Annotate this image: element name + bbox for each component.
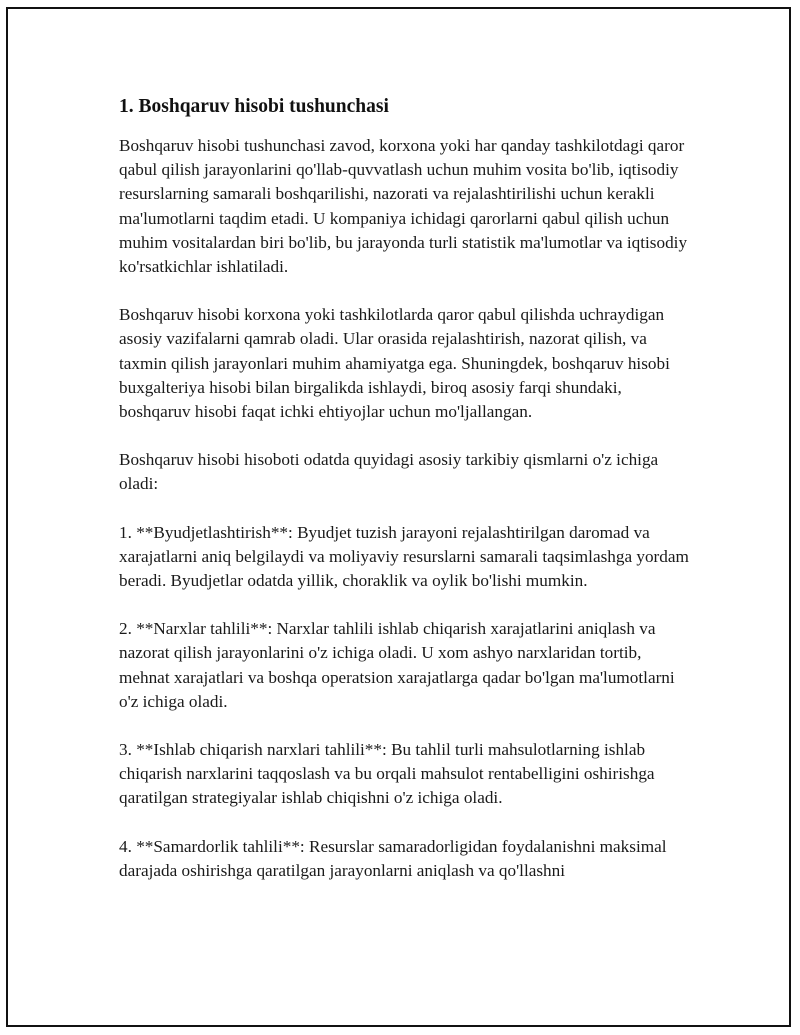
list-item-budgeting: 1. **Byudjetlashtirish**: Byudjet tuzish jarayoni rejalashtirilgan daromad va xarajatlarni aniq belgilaydi va moliyaviy resurslarni samarali taqsimlashga yordam beradi. Byudjetlar odatda yillik, choraklik va oylik bo'lishi mumkin.: [119, 522, 689, 591]
paragraph-components-intro: Boshqaruv hisobi hisoboti odatda quyidagi asosiy tarkibiy qismlarni o'z ichiga oladi:: [119, 450, 659, 494]
paragraph-tasks: Boshqaruv hisobi korxona yoki tashkilotlarda qaror qabul qilishda uchraydigan asosiy vazifalarni qamrab oladi. Ular orasida rejalashtirish, nazorat qilish, va taxmin qilish jarayonlari muhim ahamiyatga ega. Shuningdek, boshqaruv hisobi buxgalteriya hisobi bilan birgalikda ishlaydi, biroq asosiy farqi shundaki, boshqaruv hisobi faqat ichki ehtiyojlar uchun mo'ljallangan.: [119, 305, 670, 422]
section-heading: 1. Boshqaruv hisobi tushunchasi: [119, 96, 389, 117]
list-item-price-analysis: 2. **Narxlar tahlili**: Narxlar tahlili ishlab chiqarish xarajatlarini aniqlash va nazorat qilish jarayonlarini o'z ichiga oladi. U xom ashyo narxlaridan tortib, mehnat xarajatlari va boshqa operatsion xarajatlarga qadar bo'lgan ma'lumotlarni o'z ichiga oladi.: [119, 619, 675, 711]
list-item-production-cost-analysis: 3. **Ishlab chiqarish narxlari tahlili**: Bu tahlil turli mahsulotlarning ishlab chiqarish narxlarini taqqoslash va bu orqali mahsulot rentabelligini oshirishga qaratilgan strategiyalar ishlab chiqishni o'z ichiga oladi.: [119, 740, 655, 808]
document-body: [119, 94, 694, 907]
list-item-efficiency-analysis: 4. **Samardorlik tahlili**: Resurslar samaradorligidan foydalanishni maksimal darajada oshirishga qaratilgan jarayonlarni aniqlash va qo'llashni: [119, 836, 667, 880]
paragraph-intro: Boshqaruv hisobi tushunchasi zavod, korxona yoki har qanday tashkilotdagi qaror qabul qilish jarayonlarini qo'llab-quvvatlash uchun muhim vosita bo'lib, iqtisodiy resurslarning samarali boshqarilishi, nazorati va rejalashtirilishi uchun kerakli ma'lumotlarni taqdim etadi. U kompaniya ichidagi qarorlarni qabul qilish uchun muhim vositalardan biri bo'lib, bu jarayonda turli statistik ma'lumotlar va iqtisodiy ko'rsatkichlar ishlatiladi.: [119, 136, 688, 277]
document-page: [6, 7, 791, 1027]
